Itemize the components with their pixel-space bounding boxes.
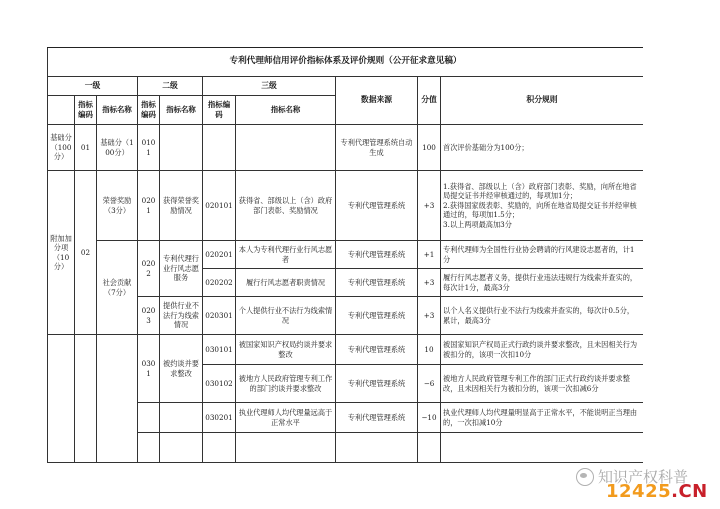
base-l1-name: 基础分（100分） [48,125,75,171]
table-row-deduct-1 [48,335,644,365]
base-rule: 首次评价基础分为100分； [441,125,644,171]
base-l2-name: 基础分（100分） [97,125,138,171]
deduct-3-score: −10 [418,403,441,433]
honor-code: 0201 [138,171,160,241]
deduct-3-name: 执业代理师人均代理量远高于正常水平 [236,403,336,433]
clue-name: 提供行业不法行为线索情况 [160,297,203,335]
cutoff-cell [236,433,336,463]
bonus-l1-code: 02 [75,171,97,335]
deduct-1-name: 被国家知识产权局约谈并要求整改 [236,335,336,365]
honor-rule-line: 3.以上两项最高加3分 [443,219,512,229]
base-l1-code: 01 [75,125,97,171]
header-blank [48,96,75,125]
header-level2: 二级 [138,77,203,96]
cutoff-cell [138,433,160,463]
deduct-1-score: 10 [418,335,441,365]
honor-name: 获得荣誉奖励情况 [160,171,203,241]
deduct-2-rule: 被地方人民政府管理专利工作的部门正式行政约谈并要求整改，且未因相关行为被扣分的，该项一次扣减6分 [441,365,644,403]
volunteer-code: 0202 [138,241,160,297]
deduct-l1-name [48,335,75,463]
volunteer-2-source: 专利代理管理系统 [336,269,418,297]
cutoff-cell [441,433,644,463]
header-l1-name: 指标名称 [97,96,138,125]
deduct-3-group-name [160,403,203,433]
deduct-l1-code [75,335,97,463]
header-level3: 三级 [203,77,336,96]
honor-rule [441,171,644,241]
table-row-honor [48,171,644,241]
base-empty-3 [236,125,336,171]
deduct-2-source: 专利代理管理系统 [336,365,418,403]
header-l3-code: 指标编码 [203,96,236,125]
volunteer-2-rule: 履行行风志愿者义务，提供行业违法违规行为线索并查实的，每次计1分，最高3分 [441,269,644,297]
base-empty-1 [160,125,203,171]
honor-rule-line: 2.获得国家级表彰、奖励的，向所在地省局提交证书并经审核通过的，每项加1.5分； [443,200,637,220]
deduct-3-group-code [138,403,160,433]
honor-source: 专利代理管理系统 [336,171,418,241]
honor-score: +3 [418,171,441,241]
honor-rule-line: 1.获得省、部级以上（含）政府部门表彰、奖励，向所在地省局提交证书并经审核通过的，每项加1分； [443,181,637,201]
indicator-table [47,47,643,463]
volunteer-1-source: 专利代理管理系统 [336,241,418,269]
social-group: 社会贡献（7分） [97,241,138,335]
deduct-group-code: 0301 [138,335,160,403]
table-row-deduct-3 [48,403,644,433]
watermark-account: 知识产权科普 [598,468,689,486]
site-domain: .CN [671,481,708,502]
base-source: 专利代理管理系统自动生成 [336,125,418,171]
honor-l3-name: 获得省、部级以上（含）政府部门表彰、奖励情况 [236,171,336,241]
cutoff-cell [418,433,441,463]
header-source: 数据来源 [336,77,418,125]
deduct-3-rule: 执业代理师人均代理量明显高于正常水平，不能说明正当理由的，一次扣减10分 [441,403,644,433]
deduct-l1-label [97,335,138,463]
header-l2-code: 指标编码 [138,96,160,125]
clue-source: 专利代理管理系统 [336,297,418,335]
header-score: 分值 [418,77,441,125]
bonus-l1-name: 附加加分项（10分） [48,171,75,335]
site-number: 12425 [606,481,672,502]
deduct-3-source: 专利代理管理系统 [336,403,418,433]
base-score: 100 [418,125,441,171]
wechat-icon [576,468,594,486]
deduct-3-code: 030201 [203,403,236,433]
clue-score: +3 [418,297,441,335]
clue-l3-code: 020301 [203,297,236,335]
deduct-1-source: 专利代理管理系统 [336,335,418,365]
deduct-2-score: −6 [418,365,441,403]
honor-group: 荣誉奖励（3分） [97,171,138,241]
header-l1-code: 指标编码 [75,96,97,125]
header-l3-name: 指标名称 [236,96,336,125]
volunteer-1-rule: 专利代理师为全国性行业协会聘请的行风建设志愿者的，计1分 [441,241,644,269]
table-row-base [48,125,644,171]
deduct-1-rule: 被国家知识产权局正式行政约谈并要求整改，且未因相关行为被扣分的，该项一次扣10分 [441,335,644,365]
clue-l3-name: 个人提供行业不法行为线索情况 [236,297,336,335]
volunteer-1-score: +1 [418,241,441,269]
volunteer-1-code: 020201 [203,241,236,269]
header-l2-name: 指标名称 [160,96,203,125]
base-l2-code: 0101 [138,125,160,171]
volunteer-2-code: 020202 [203,269,236,297]
document-title: 专利代理师信用评价指标体系及评价规则（公开征求意见稿） [48,48,644,77]
evaluation-document [47,47,643,509]
clue-rule: 以个人名义提供行业不法行为线索并查实的，每次计0.5分，累计，最高3分 [441,297,644,335]
site-logo [606,481,708,502]
volunteer-2-name: 履行行风志愿者职责情况 [236,269,336,297]
cutoff-cell [336,433,418,463]
deduct-2-name: 被地方人民政府管理专利工作的部门约谈并要求整改 [236,365,336,403]
cutoff-cell [160,433,203,463]
volunteer-1-name: 本人为专利代理行业行风志愿者 [236,241,336,269]
base-empty-2 [203,125,236,171]
deduct-group-name: 被约谈并要求整改 [160,335,203,403]
deduct-1-code: 030101 [203,335,236,365]
header-rules: 积分规则 [441,77,644,125]
clue-code: 0203 [138,297,160,335]
volunteer-2-score: +3 [418,269,441,297]
deduct-2-code: 030102 [203,365,236,403]
table-row-cutoff [48,433,644,463]
table-row-clue [48,297,644,335]
volunteer-name: 专利代理行业行风志愿服务 [160,241,203,297]
cutoff-cell [203,433,236,463]
honor-l3-code: 020101 [203,171,236,241]
table-row-volunteer-1 [48,241,644,269]
header-level1: 一级 [48,77,138,96]
